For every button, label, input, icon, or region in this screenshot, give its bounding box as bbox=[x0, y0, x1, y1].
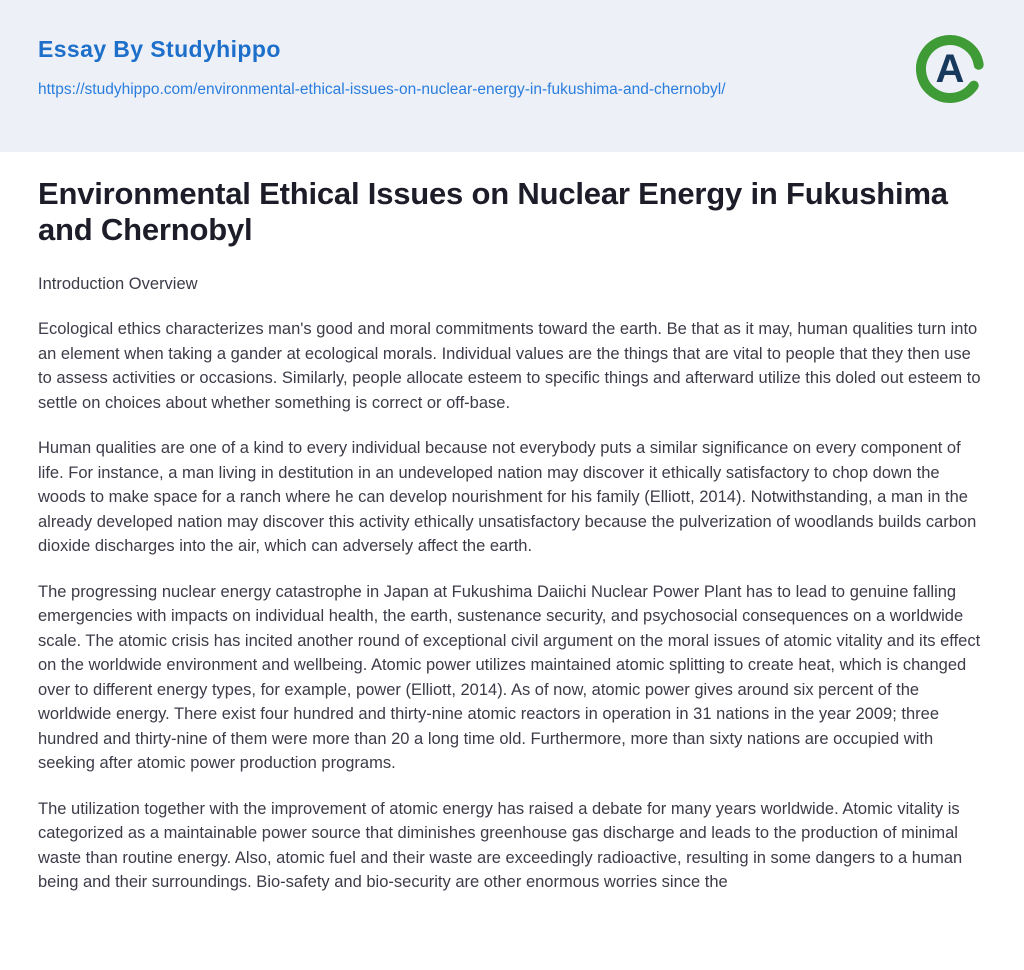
essay-subtitle: Introduction Overview bbox=[38, 274, 198, 293]
essay-paragraph: The progressing nuclear energy catastrophe in Japan at Fukushima Daiichi Nuclear Power Plant has to lead to genuine falling emergencies with impacts on individual health, the earth, sustenance security, and psychosocial consequences on a worldwide scale. The atomic crisis has incited another round of exceptional civil argument on the moral issues of atomic vitality and its effect on the worldwide environment and wellbeing. Atomic power utilizes maintained atomic splitting to create heat, which is changed over to different energy types, for example, power (Elliott, 2014). As of now, atomic power gives around six percent of the worldwide energy. There exist four hundred and thirty-nine atomic reactors in operation in 31 nations in the year 2009; three hundred and thirty-nine of them were more than 20 a long time old. Furthermore, more than sixty nations are occupied with seeking after atomic power production programs. bbox=[38, 582, 981, 773]
essay-paragraph: Ecological ethics characterizes man's good and moral commitments toward the earth. Be that as it may, human qualities turn into an element when taking a gander at ecological morals. Individual values are the things that are vital to people that they then use to assess activities or occasions. Similarly, people allocate esteem to specific things and afterward utilize this doled out esteem to settle on choices about whether something is correct or off-base. bbox=[38, 320, 981, 412]
studyhippo-logo-icon bbox=[914, 33, 986, 105]
essay-paragraph: The utilization together with the improvement of atomic energy has raised a debate for many years worldwide. Atomic vitality is categorized as a maintainable power source that diminishes greenhouse gas discharge and leads to the production of minimal waste than routine energy. Also, atomic fuel and their waste are exceedingly radioactive, resulting in some dangers to a human being and their surroundings. Bio-safety and bio-security are other enormous worries since the bbox=[38, 799, 963, 892]
page-header bbox=[0, 0, 1024, 152]
essay-content bbox=[0, 152, 1024, 895]
logo-letter: A bbox=[935, 47, 965, 91]
studyhippo-logo bbox=[914, 33, 986, 105]
essay-title: Environmental Ethical Issues on Nuclear Energy in Fukushima and Chernobyl bbox=[38, 176, 948, 247]
essay-paragraph: Human qualities are one of a kind to every individual because not everybody puts a similar significance on every component of life. For instance, a man living in destitution in an undeveloped nation may discover it ethically satisfactory to chop down the woods to make space for a ranch where he can develop nourishment for his family (Elliott, 2014). Notwithstanding, a man in the already developed nation may discover this activity ethically unsatisfactory because the pulverization of woodlands builds carbon dioxide discharges into the air, which can adversely affect the earth. bbox=[38, 439, 977, 556]
site-brand: Essay By Studyhippo bbox=[38, 36, 281, 62]
essay-url-link[interactable]: https://studyhippo.com/environmental-ethical-issues-on-nuclear-energy-in-fukushima-and-chernobyl/ bbox=[38, 81, 726, 98]
